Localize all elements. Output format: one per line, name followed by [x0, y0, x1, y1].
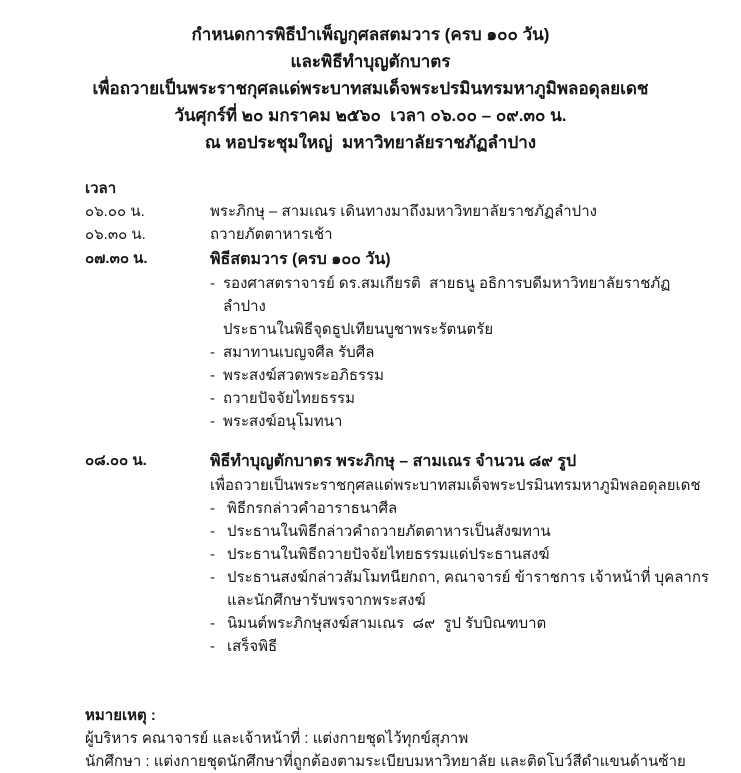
bullet-text [223, 341, 711, 364]
bullet-continuation-line: ประธานในพิธีจุดธูปเทียนบูชาพระรัตนตรัย [223, 321, 494, 338]
bullet-item [210, 635, 711, 658]
bullet-dash: - [210, 390, 215, 407]
note-section [85, 704, 711, 773]
schedule-rows [85, 200, 711, 658]
schedule-time: ๐๖.๓๐ น. [85, 226, 146, 243]
bullet-text [227, 566, 711, 612]
bullet-text [223, 364, 711, 387]
bullet-line: นิมนต์พระภิกษุสงฆ์สามเณร ๘๙ รูป รับบิณฑบาต [227, 615, 547, 632]
bullet-item [210, 341, 711, 364]
schedule-column-header: เวลา [85, 180, 117, 197]
bullet-dash: - [210, 367, 215, 384]
bullet-item [210, 520, 711, 543]
bullet-item [210, 387, 711, 410]
title-line: และพิธีทำบุญตักบาตร [290, 52, 451, 71]
bullet-text [223, 387, 711, 410]
schedule-time: ๐๗.๓๐ น. [85, 250, 148, 267]
bullet-line: ประธานในพิธีกล่าวคำถวายภัตตาหารเป็นสังฆทาน [227, 523, 551, 540]
bullet-text [227, 497, 711, 520]
bullet-continuation-line: และนักศึกษารับพรจากพระสงฆ์ [227, 592, 426, 609]
title-line: วันศุกร์ที่ ๒๐ มกราคม ๒๕๖๐ เวลา ๐๖.๐๐ – ๐๙.๓๐ น. [174, 106, 567, 125]
bullet-line: ประธานในพิธีถวายปัจจัยไทยธรรมแด่ประธานสงฆ์ [227, 546, 550, 563]
schedule-content [210, 449, 711, 658]
bullet-text [223, 272, 711, 341]
bullet-text [227, 543, 711, 566]
bullet-line: สมาทานเบญจศีล รับศีล [223, 344, 375, 361]
bullet-line: พระสงฆ์อนุโมทนา [223, 413, 343, 430]
note-heading: หมายเหตุ : [85, 707, 156, 724]
schedule-time: ๐๖.๐๐ น. [85, 203, 145, 220]
schedule-time: ๐๘.๐๐ น. [85, 452, 147, 469]
bullet-line: รองศาสตราจารย์ ดร.สมเกียรติ สายธนู อธิการบดีมหาวิทยาลัยราชภัฏลำปาง [223, 275, 671, 315]
schedule-activity: พระภิกษุ – สามเณร เดินทางมาถึงมหาวิทยาลัยราชภัฏลำปาง [210, 203, 597, 220]
bullet-line: พิธีกรกล่าวคำอาราธนาศีล [227, 500, 398, 517]
bullet-dash: - [210, 615, 215, 632]
schedule-row [85, 247, 711, 433]
schedule-row [85, 223, 711, 246]
bullet-item [210, 364, 711, 387]
title-line: ณ หอประชุมใหญ่ มหาวิทยาลัยราชภัฏลำปาง [204, 133, 537, 152]
bullet-item [210, 497, 711, 520]
bullet-dash: - [210, 275, 215, 292]
bullet-dash: - [210, 413, 215, 430]
note-line: นักศึกษา : แต่งกายชุดนักศึกษาที่ถูกต้องตามระเบียบมหาวิทยาลัย และติดโบว์สีดำแขนด้านซ้าย [85, 753, 686, 770]
schedule-row [85, 200, 711, 223]
bullet-text [227, 635, 711, 658]
bullet-dash: - [210, 546, 215, 563]
bullet-text [223, 410, 711, 433]
bullet-dash: - [210, 569, 215, 586]
bullet-line: ถวายปัจจัยไทยธรรม [223, 390, 355, 407]
schedule-activity: พิธีสตมวาร (ครบ ๑๐๐ วัน) [210, 251, 391, 268]
title-block [0, 0, 741, 156]
note-line: ผู้บริหาร คณาจารย์ และเจ้าหน้าที่ : แต่งกายชุดไว้ทุกข์สุภาพ [85, 730, 469, 747]
bullet-item [210, 272, 711, 341]
bullet-dash: - [210, 500, 215, 517]
bullet-line: พระสงฆ์สวดพระอภิธรรม [223, 367, 384, 384]
schedule-section [85, 177, 711, 658]
bullet-dash: - [210, 523, 215, 540]
schedule-row [85, 449, 711, 658]
bullet-line: ประธานสงฆ์กล่าวสัมโมทนียกถา, คณาจารย์ ข้าราชการ เจ้าหน้าที่ บุคลากร [227, 569, 709, 586]
bullet-item [210, 410, 711, 433]
bullet-item [210, 543, 711, 566]
bullet-text [227, 612, 711, 635]
note-lines [85, 727, 711, 773]
schedule-activity: พิธีทำบุญตักบาตร พระภิกษุ – สามเณร จำนวน ๘๙ รูป [210, 453, 577, 470]
bullet-dash: - [210, 638, 215, 655]
title-line: กำหนดการพิธีบำเพ็ญกุศลสตมวาร (ครบ ๑๐๐ วัน) [191, 25, 550, 44]
bullet-item [210, 612, 711, 635]
schedule-content [210, 200, 711, 223]
schedule-content [210, 247, 711, 433]
bullet-dash: - [210, 344, 215, 361]
schedule-activity: ถวายภัตตาหารเช้า [210, 226, 333, 243]
title-line: เพื่อถวายเป็นพระราชกุศลแด่พระบาทสมเด็จพระปรมินทรมหาภูมิพลอดุลยเดช [92, 79, 649, 98]
schedule-content [210, 223, 711, 246]
bullet-text [227, 520, 711, 543]
bullet-line: เสร็จพิธี [227, 638, 278, 655]
bullet-item [210, 566, 711, 612]
schedule-activity-subtitle: เพื่อถวายเป็นพระราชกุศลแด่พระบาทสมเด็จพระปรมินทรมหาภูมิพลอดุลยเดช [210, 477, 701, 494]
